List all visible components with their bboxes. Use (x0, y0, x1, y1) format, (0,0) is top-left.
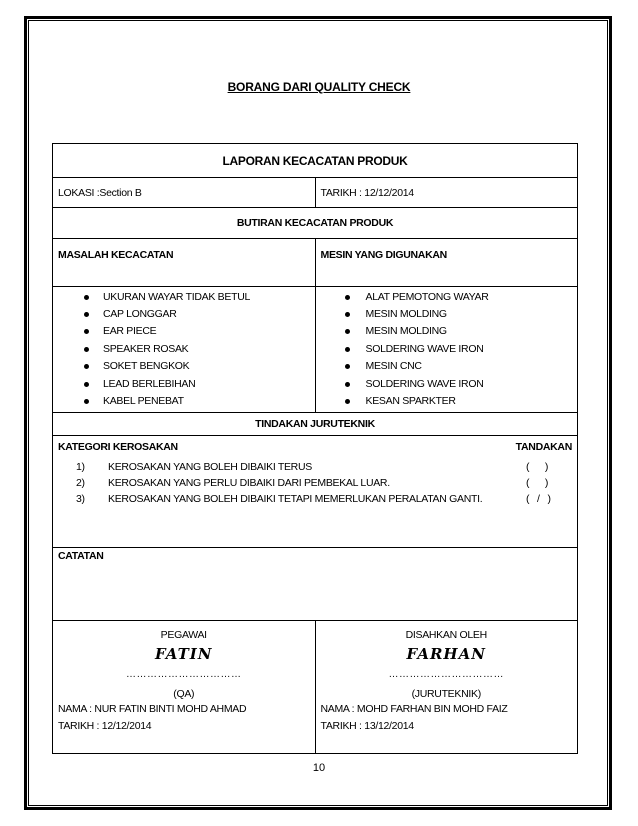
pegawai-code: (QA) (173, 688, 195, 700)
bullet-icon (345, 399, 350, 404)
tandakan-checkbox[interactable]: ( ) (526, 477, 549, 489)
lokasi-field: LOKASI :Section B (53, 178, 316, 208)
list-item: CAP LONGGAR (58, 306, 310, 323)
bullet-icon (84, 295, 89, 300)
pegawai-nama: NAMA : NUR FATIN BINTI MOHD AHMAD (58, 703, 247, 715)
tarikh-field: TARIKH : 12/12/2014 (315, 178, 578, 208)
list-item: KESAN SPARKTER (321, 393, 573, 410)
bullet-icon (84, 364, 89, 369)
bullet-icon (345, 329, 350, 334)
list-item: UKURAN WAYAR TIDAK BETUL (58, 289, 310, 306)
list-item: LEAD BERLEBIHAN (58, 376, 310, 393)
tandakan-checkbox[interactable]: ( ) (526, 461, 549, 473)
disahkan-nama: NAMA : MOHD FARHAN BIN MOHD FAIZ (320, 703, 508, 715)
bullet-icon (345, 382, 350, 387)
bullet-icon (345, 347, 350, 352)
disahkan-tarikh: TARIKH : 13/12/2014 (320, 720, 414, 732)
list-item: EAR PIECE (58, 323, 310, 340)
masalah-column-header: MASALAH KECACATAN (53, 239, 316, 287)
list-item: SOLDERING WAVE IRON (321, 376, 573, 393)
kategori-cell (53, 436, 578, 548)
tandakan-label: TANDAKAN (515, 441, 572, 453)
page-number: 10 (312, 762, 326, 774)
tindakan-heading: TINDAKAN JURUTEKNIK (53, 413, 578, 436)
butiran-heading: BUTIRAN KECACATAN PRODUK (53, 208, 578, 239)
pegawai-signature: FATIN (155, 645, 213, 663)
list-item: MESIN CNC (321, 358, 573, 375)
report-heading: LAPORAN KECACATAN PRODUK (53, 144, 578, 178)
list-item: SOKET BENGKOK (58, 358, 310, 375)
form-title: BORANG DARI QUALITY CHECK (227, 80, 411, 94)
list-item: MESIN MOLDING (321, 306, 573, 323)
mesin-list (321, 289, 573, 411)
list-item: ALAT PEMOTONG WAYAR (321, 289, 573, 306)
list-item: SPEAKER ROSAK (58, 341, 310, 358)
disahkan-role: DISAHKAN OLEH (405, 629, 487, 641)
tandakan-checkbox[interactable]: ( / ) (526, 493, 551, 505)
pegawai-signature-block (53, 621, 316, 754)
catatan-cell (53, 548, 578, 621)
disahkan-signature: FARHAN (406, 645, 486, 663)
bullet-icon (84, 329, 89, 334)
masalah-list (58, 289, 310, 411)
signature-line: …………………………… (126, 669, 242, 680)
list-item: MESIN MOLDING (321, 323, 573, 340)
list-item: SOLDERING WAVE IRON (321, 341, 573, 358)
defect-report-table (52, 143, 578, 754)
bullet-icon (345, 364, 350, 369)
pegawai-role: PEGAWAI (160, 629, 207, 641)
bullet-icon (84, 399, 89, 404)
kategori-list (58, 459, 572, 507)
kategori-header (58, 441, 572, 455)
bullet-icon (345, 312, 350, 317)
mesin-list-cell (315, 287, 578, 413)
kategori-label: KATEGORI KEROSAKAN (58, 441, 178, 453)
disahkan-code: (JURUTEKNIK) (411, 688, 481, 700)
mesin-column-header: MESIN YANG DIGUNAKAN (315, 239, 578, 287)
bullet-icon (84, 312, 89, 317)
bullet-icon (345, 295, 350, 300)
masalah-list-cell (53, 287, 316, 413)
list-item: 1) KEROSAKAN YANG BOLEH DIBAIKI TERUS ( ) (58, 459, 572, 475)
pegawai-tarikh: TARIKH : 12/12/2014 (58, 720, 152, 732)
list-item: KABEL PENEBAT (58, 393, 310, 410)
list-item: 3) KEROSAKAN YANG BOLEH DIBAIKI TETAPI MEMERLUKAN PERALATAN GANTI. ( / ) (58, 491, 572, 507)
catatan-label: CATATAN (58, 550, 104, 562)
list-item: 2) KEROSAKAN YANG PERLU DIBAIKI DARI PEMBEKAL LUAR. ( ) (58, 475, 572, 491)
signature-line: …………………………… (388, 669, 504, 680)
bullet-icon (84, 347, 89, 352)
disahkan-signature-block (315, 621, 578, 754)
bullet-icon (84, 382, 89, 387)
